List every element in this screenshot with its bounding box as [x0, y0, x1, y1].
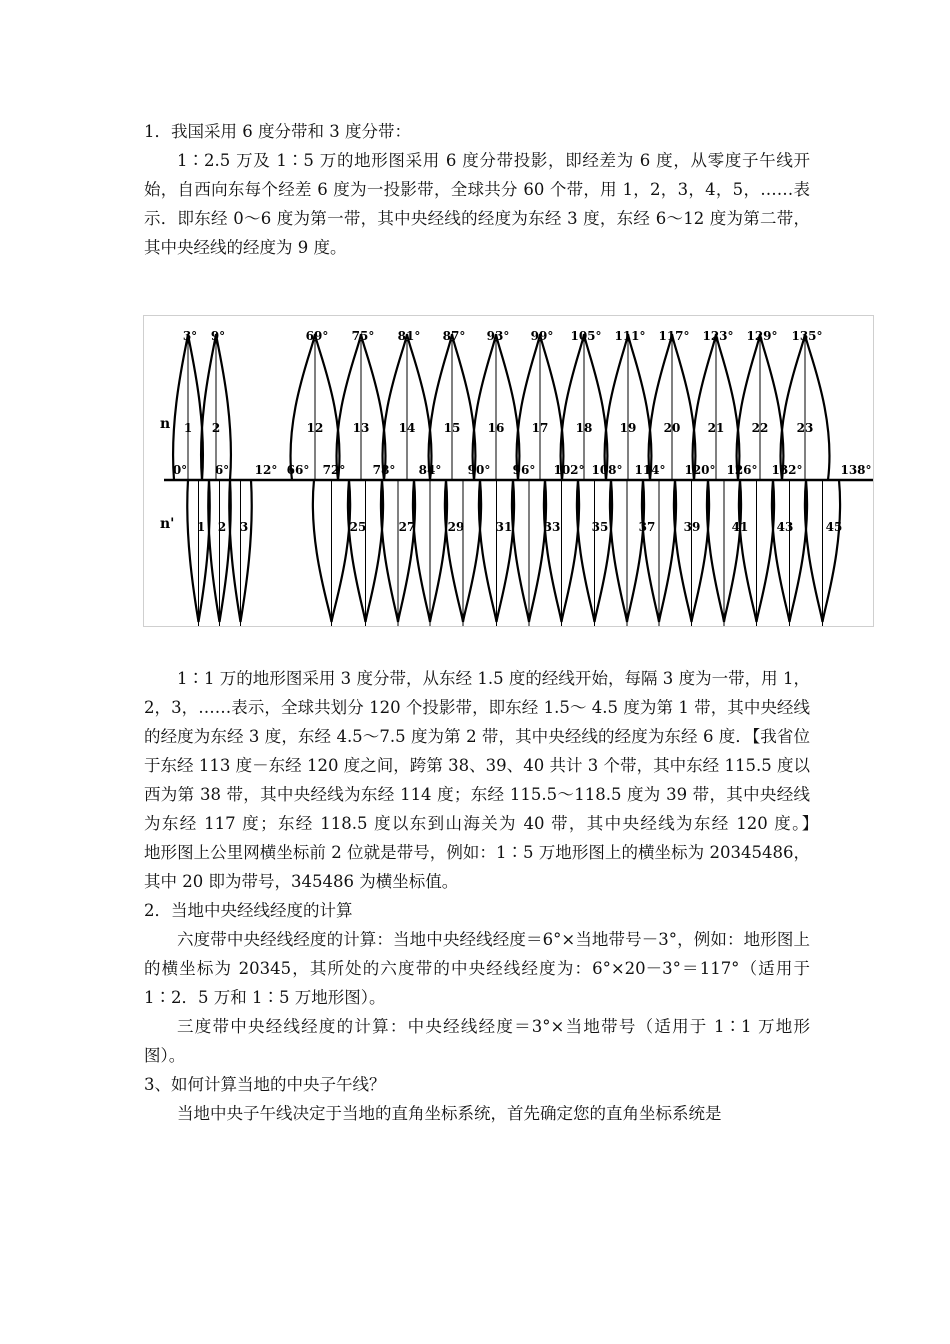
- bottom-zone-label-45: 45: [825, 520, 843, 534]
- bottom-zone-label-27: 27: [398, 520, 416, 534]
- bottom-zone-label-37: 37: [638, 520, 656, 534]
- boundary-label-2: 12°: [254, 463, 278, 477]
- boundary-label-12: 120°: [684, 463, 716, 477]
- top-zone-label-17: 17: [531, 421, 549, 435]
- boundary-label-4: 72°: [322, 463, 346, 477]
- bottom-zone-label-39: 39: [683, 520, 701, 534]
- zone-diagram: [144, 316, 873, 626]
- boundary-label-14: 132°: [771, 463, 803, 477]
- bottom-zone-label-29: 29: [447, 520, 465, 534]
- top-zone-label-23: 23: [796, 421, 814, 435]
- top-zone-label-18: 18: [575, 421, 593, 435]
- boundary-label-10: 108°: [591, 463, 623, 477]
- section-1-continued-and-more: [144, 664, 843, 1128]
- meridian-label-22: 129°: [746, 329, 778, 343]
- bottom-zone-label-35: 35: [591, 520, 609, 534]
- section-1: [144, 117, 810, 262]
- top-zone-label-1: 1: [183, 421, 193, 435]
- boundary-label-8: 96°: [512, 463, 536, 477]
- top-zone-label-13: 13: [352, 421, 370, 435]
- meridian-label-20: 117°: [658, 329, 690, 343]
- bottom-zone-label-33: 33: [543, 520, 561, 534]
- boundary-label-7: 90°: [467, 463, 491, 477]
- meridian-label-18: 105°: [570, 329, 602, 343]
- meridian-label-16: 93°: [486, 329, 510, 343]
- boundary-label-1: 6°: [214, 463, 230, 477]
- bottom-zone-label-25: 25: [349, 520, 367, 534]
- boundary-label-0: 0°: [172, 463, 188, 477]
- section-2-heading: 2．当地中央经线经度的计算: [144, 901, 353, 920]
- top-zone-label-14: 14: [398, 421, 416, 435]
- bottom-zone-label-3: 3: [239, 520, 249, 534]
- boundary-label-13: 126°: [726, 463, 758, 477]
- top-zone-label-2: 2: [211, 421, 221, 435]
- row-label-north: n: [160, 416, 171, 432]
- meridian-label-23: 135°: [791, 329, 823, 343]
- boundary-label-3: 66°: [286, 463, 310, 477]
- meridian-label-12: 69°: [305, 329, 329, 343]
- meridian-label-19: 111°: [614, 329, 646, 343]
- bottom-zone-label-2: 2: [217, 520, 227, 534]
- three-degree-paragraph: 1∶1 万的地形图采用 3 度分带，从东经 1.5 度的经线开始，每隔 3 度为一带，用 1，2，3，……表示，全球共划分 120 个投影带，即东经 1.5～ 4.5 度为第 1 带，其中央经线的经度为东经 3 度，东经 4.5～7.5 度为第 2 带，其中央经线的经度为东经 6 度．【我省位于东经 113 度－东经 120 度之间，跨第 38、39、40 共计 3 个带，其中东经 115.5 度以西为第 38 带，其中央经线为东经 114 度；东经 115.5～118.5 度为 39 带，其中央经线为东经 117 度；东经 118.5 度以东到山海关为 40 带，其中央经线为东经 120 度。】 地形图上公里网横坐标前 2 位就是带号，例如：1∶5 万地形图上的横坐标为 20345486，其中 20 即为带号，345486 为横坐标值。: [144, 669, 843, 891]
- top-zone-label-20: 20: [663, 421, 681, 435]
- meridian-label-17: 99°: [530, 329, 554, 343]
- top-zone-label-15: 15: [443, 421, 461, 435]
- section-3-paragraph: 当地中央子午线决定于当地的直角坐标系统，首先确定您的直角坐标系统是: [177, 1104, 722, 1123]
- projection-zone-figure: [143, 315, 874, 627]
- row-label-south: n': [160, 516, 175, 532]
- bottom-zone-label-31: 31: [495, 520, 513, 534]
- boundary-label-15: 138°: [840, 463, 872, 477]
- meridian-label-2: 9°: [210, 329, 226, 343]
- section-3-heading: 3、如何计算当地的中央子午线？: [144, 1075, 386, 1094]
- meridian-label-21: 123°: [702, 329, 734, 343]
- section-1-heading: 1．我国采用 6 度分带和 3 度分带：: [144, 122, 411, 141]
- boundary-label-5: 78°: [372, 463, 396, 477]
- meridian-label-15: 87°: [442, 329, 466, 343]
- bottom-zone-label-41: 41: [731, 520, 749, 534]
- meridian-label-14: 81°: [397, 329, 421, 343]
- meridian-label-13: 75°: [351, 329, 375, 343]
- top-zone-label-22: 22: [751, 421, 769, 435]
- bottom-zone-label-1: 1: [196, 520, 206, 534]
- top-zone-label-16: 16: [487, 421, 505, 435]
- boundary-label-6: 84°: [418, 463, 442, 477]
- top-zone-label-21: 21: [707, 421, 725, 435]
- boundary-label-11: 114°: [634, 463, 666, 477]
- three-degree-calc-paragraph: 三度带中央经线经度的计算：中央经线经度＝3°×当地带号（适用于 1∶1 万地形图）。: [144, 1017, 810, 1065]
- bottom-zone-label-43: 43: [776, 520, 794, 534]
- top-zone-label-19: 19: [619, 421, 637, 435]
- six-degree-calc-paragraph: 六度带中央经线经度的计算：当地中央经线经度＝6°×当地带号－3°，例如：地形图上的横坐标为 20345，其所处的六度带的中央经线经度为：6°×20－3°＝117°（适用于 1∶2．5 万和 1∶5 万地形图）。: [144, 930, 810, 1007]
- section-1-paragraph: 1∶2.5 万及 1∶5 万的地形图采用 6 度分带投影，即经差为 6 度，从零度子午线开始，自西向东每个经差 6 度为一投影带，全球共分 60 个带，用 1，2，3，4，5，……表示．即东经 0～6 度为第一带，其中央经线的经度为东经 3 度，东经 6～12 度为第二带，其中央经线的经度为 9 度。: [144, 151, 810, 257]
- boundary-label-9: 102°: [553, 463, 585, 477]
- meridian-label-1: 3°: [182, 329, 198, 343]
- top-zone-label-12: 12: [306, 421, 324, 435]
